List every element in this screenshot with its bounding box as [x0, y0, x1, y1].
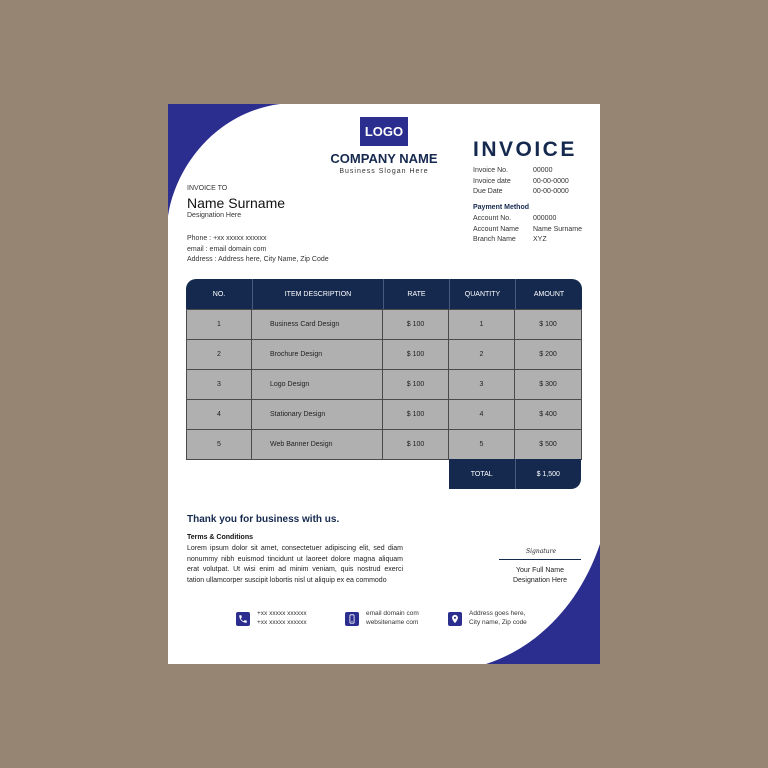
footer-phone-text — [257, 610, 307, 627]
items-table — [186, 279, 582, 460]
invoice-sheet — [168, 104, 600, 664]
client-designation: Designation Here — [187, 212, 242, 219]
cell-rate: $ 100 — [383, 430, 449, 460]
payment-label: Branch Name — [473, 236, 516, 243]
client-address: Address : Address here, City Name, Zip Code — [187, 256, 329, 263]
signer-name: Your Full Name — [516, 567, 564, 574]
table-row — [186, 309, 582, 340]
cell-quantity: 1 — [449, 309, 515, 340]
signature-block — [499, 566, 581, 586]
mobile-icon — [345, 612, 359, 626]
table-row — [186, 370, 582, 400]
table-header-row — [186, 279, 582, 309]
cell-description: Business Card Design — [252, 309, 383, 340]
meta-value: 00000 — [533, 167, 553, 174]
invoice-meta — [473, 166, 569, 198]
payment-value: 000000 — [533, 215, 557, 222]
payment-details — [473, 214, 582, 246]
cell-quantity: 4 — [449, 400, 515, 430]
client-contact — [187, 234, 329, 266]
signer-designation: Designation Here — [512, 577, 568, 584]
cell-no: 2 — [186, 340, 252, 370]
total-label: TOTAL — [449, 459, 516, 489]
signature-line — [499, 559, 581, 560]
due-date-row — [473, 187, 569, 198]
logo: LOGO — [360, 117, 408, 146]
location-pin-icon — [448, 612, 462, 626]
cell-amount: $ 200 — [515, 340, 582, 370]
total-box — [449, 459, 581, 489]
signature-script: Signature — [526, 548, 557, 555]
cell-amount: $ 100 — [515, 309, 582, 340]
footer-phone — [236, 610, 307, 627]
cell-no: 4 — [186, 400, 252, 430]
cell-description: Logo Design — [252, 370, 383, 400]
cell-quantity: 2 — [449, 340, 515, 370]
cell-quantity: 5 — [449, 430, 515, 460]
meta-label: Invoice No. — [473, 167, 509, 174]
client-phone: Phone : +xx xxxxx xxxxxx — [187, 235, 267, 242]
cell-amount: $ 300 — [515, 370, 582, 400]
footer-web-text — [366, 610, 419, 627]
address-line-2: City name, Zip code — [469, 618, 527, 626]
footer-address — [448, 610, 527, 627]
header-no: NO. — [186, 279, 252, 309]
cell-quantity: 3 — [449, 370, 515, 400]
header-amount: AMOUNT — [515, 279, 582, 309]
meta-value: 00-00-0000 — [533, 188, 569, 195]
email-line: email domain com — [366, 610, 419, 617]
phone-line-2: +xx xxxxx xxxxxx — [257, 618, 307, 626]
footer-address-text — [469, 610, 527, 627]
account-name-row — [473, 225, 582, 236]
address-line-1: Address goes here, — [469, 610, 526, 617]
phone-line-1: +xx xxxxx xxxxxx — [257, 610, 307, 617]
company-name: COMPANY NAME — [330, 151, 438, 166]
terms-body: Lorem ipsum dolor sit amet, consectetuer adipiscing elit, sed diam nonummy nibh euismod tincidunt ut laoreet dolore magna aliquam erat volutpat. Ut wisi enim ad minim veniam, quis nostrud exerci tation ullamcorper suscipit lobortis nisl ut aliquip ex ea commodo — [187, 545, 403, 584]
cell-no: 1 — [186, 309, 252, 340]
client-email: email : email domain com — [187, 245, 267, 253]
business-slogan: Business Slogan Here — [339, 168, 429, 175]
cell-description: Stationary Design — [252, 400, 383, 430]
phone-icon — [236, 612, 250, 626]
meta-label: Invoice date — [473, 177, 511, 185]
cell-no: 5 — [186, 430, 252, 460]
header-quantity: QUANTITY — [449, 279, 515, 309]
table-row — [186, 400, 582, 430]
cell-description: Web Banner Design — [252, 430, 383, 460]
cell-rate: $ 100 — [383, 400, 449, 430]
terms-title: Terms & Conditions — [187, 534, 253, 541]
invoice-title: INVOICE — [473, 138, 577, 161]
cell-amount: $ 500 — [515, 430, 582, 460]
client-name: Name Surname — [187, 195, 286, 211]
cell-rate: $ 100 — [383, 340, 449, 370]
invoice-number-row — [473, 166, 569, 177]
account-number-row — [473, 214, 582, 225]
cell-no: 3 — [186, 370, 252, 400]
payment-value: Name Surname — [533, 225, 583, 233]
meta-label: Due Date — [473, 188, 503, 195]
table-row — [186, 340, 582, 370]
invoice-to-label: INVOICE TO — [187, 185, 228, 192]
bottom-right-swoosh — [486, 544, 600, 664]
cell-rate: $ 100 — [383, 309, 449, 340]
payment-method-title: Payment Method — [473, 204, 530, 211]
website-line: websitename com — [366, 618, 419, 626]
header-item-description: ITEM DESCRIPTION — [252, 279, 383, 309]
meta-value: 00-00-0000 — [533, 177, 569, 185]
cell-description: Brochure Design — [252, 340, 383, 370]
invoice-date-row — [473, 177, 569, 188]
header-rate: RATE — [383, 279, 449, 309]
cell-amount: $ 400 — [515, 400, 582, 430]
thank-you-message: Thank you for business with us. — [187, 514, 340, 525]
table-row — [186, 430, 582, 460]
payment-label: Account No. — [473, 215, 512, 222]
payment-value: XYZ — [533, 236, 547, 243]
cell-rate: $ 100 — [383, 370, 449, 400]
branch-name-row — [473, 235, 582, 246]
total-value: $ 1,500 — [536, 470, 560, 478]
footer-web — [345, 610, 419, 627]
payment-label: Account Name — [473, 225, 519, 233]
